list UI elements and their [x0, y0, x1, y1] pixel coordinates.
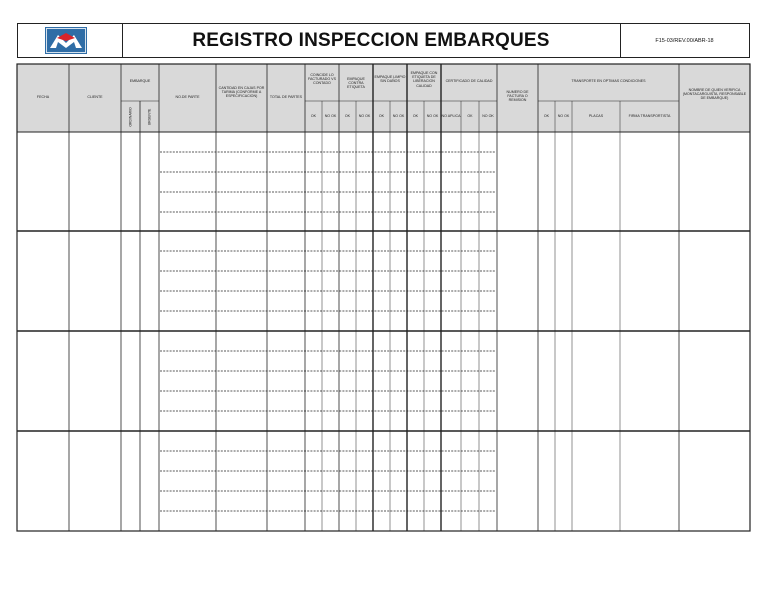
header-transporte: TRANSPORTE EN OPTIMAS CONDICIONES: [571, 79, 646, 83]
header-empaque-etiqueta: EMPAQUE CON ETIQUETA DE LIBERACION CALIDAD: [410, 71, 438, 88]
sub-nook-4: NO OK: [426, 114, 439, 118]
subcolumn-lines: [322, 101, 620, 531]
header-cantidad: CANTIDAD EN CAJAS POR TARIMA (CONFORME A ESPECIFICACION): [218, 86, 265, 99]
header-coincide: COINCIDE LO FACTURADO VS CONTADO: [308, 73, 336, 86]
header-coincide-wrap: [306, 73, 338, 93]
header-empaque-contra: EMPAQUE CONTRA ETIQUETA: [347, 77, 365, 90]
header-nombre: NOMBRE DE QUIEN VERIFICA (MONTACARGUISTA, RESPONSABLE DE EMBARQUE): [682, 88, 747, 101]
header-empaque-contra-wrap: [340, 77, 372, 93]
header-empaque-limpio: EMPAQUE LIMPIO SIN DAÑOS: [374, 75, 406, 84]
header-certificado: CERTIFICADO DE CALIDAD: [445, 79, 493, 83]
sub-placas: PLACAS: [588, 114, 604, 118]
form-code: F15-03/REV.00/ABR-18: [655, 37, 714, 44]
sub-nook-6: NO OK: [557, 114, 570, 118]
header-cantidad-wrap: [217, 86, 266, 108]
sub-ok-4: OK: [412, 114, 419, 118]
sub-firma: FIRMA TRANSPORTISTA: [628, 114, 671, 118]
table-frame: [17, 64, 750, 531]
header-factura-wrap: [498, 90, 537, 104]
header-urgente: URGENTE: [147, 108, 152, 126]
header-total: TOTAL DE PARTES: [269, 95, 303, 99]
sub-ok-6: OK: [543, 114, 550, 118]
header-factura: NUMERO DE FACTURA O REMISION: [506, 90, 529, 103]
sub-nook-3: NO OK: [392, 114, 405, 118]
sub-nook-5: NO OK: [482, 114, 494, 118]
header-ordinario: ORDINARIO: [128, 107, 133, 127]
block-separators: [17, 64, 750, 531]
sub-no-aplica: NO APLICA: [441, 114, 461, 118]
sub-ok-1: OK: [310, 114, 317, 118]
sub-nook-1: NO OK: [324, 114, 337, 118]
sub-ok-5: OK: [467, 114, 473, 118]
header-fecha: FECHA: [36, 95, 50, 99]
header-embarque: EMBARQUE: [129, 79, 151, 83]
sub-ok-2: OK: [344, 114, 351, 118]
header-no-parte: NO.DE PARTE: [175, 95, 200, 99]
sub-nook-2: NO OK: [358, 114, 371, 118]
header-nombre-wrap: [680, 88, 749, 106]
column-lines: [69, 64, 679, 531]
header-empaque-etiqueta-wrap: [408, 71, 440, 95]
form-title: REGISTRO INSPECCION EMBARQUES: [192, 29, 550, 51]
header-empaque-limpio-wrap: [374, 75, 406, 93]
sub-ok-3: OK: [378, 114, 385, 118]
header-cliente: CLIENTE: [87, 95, 103, 99]
